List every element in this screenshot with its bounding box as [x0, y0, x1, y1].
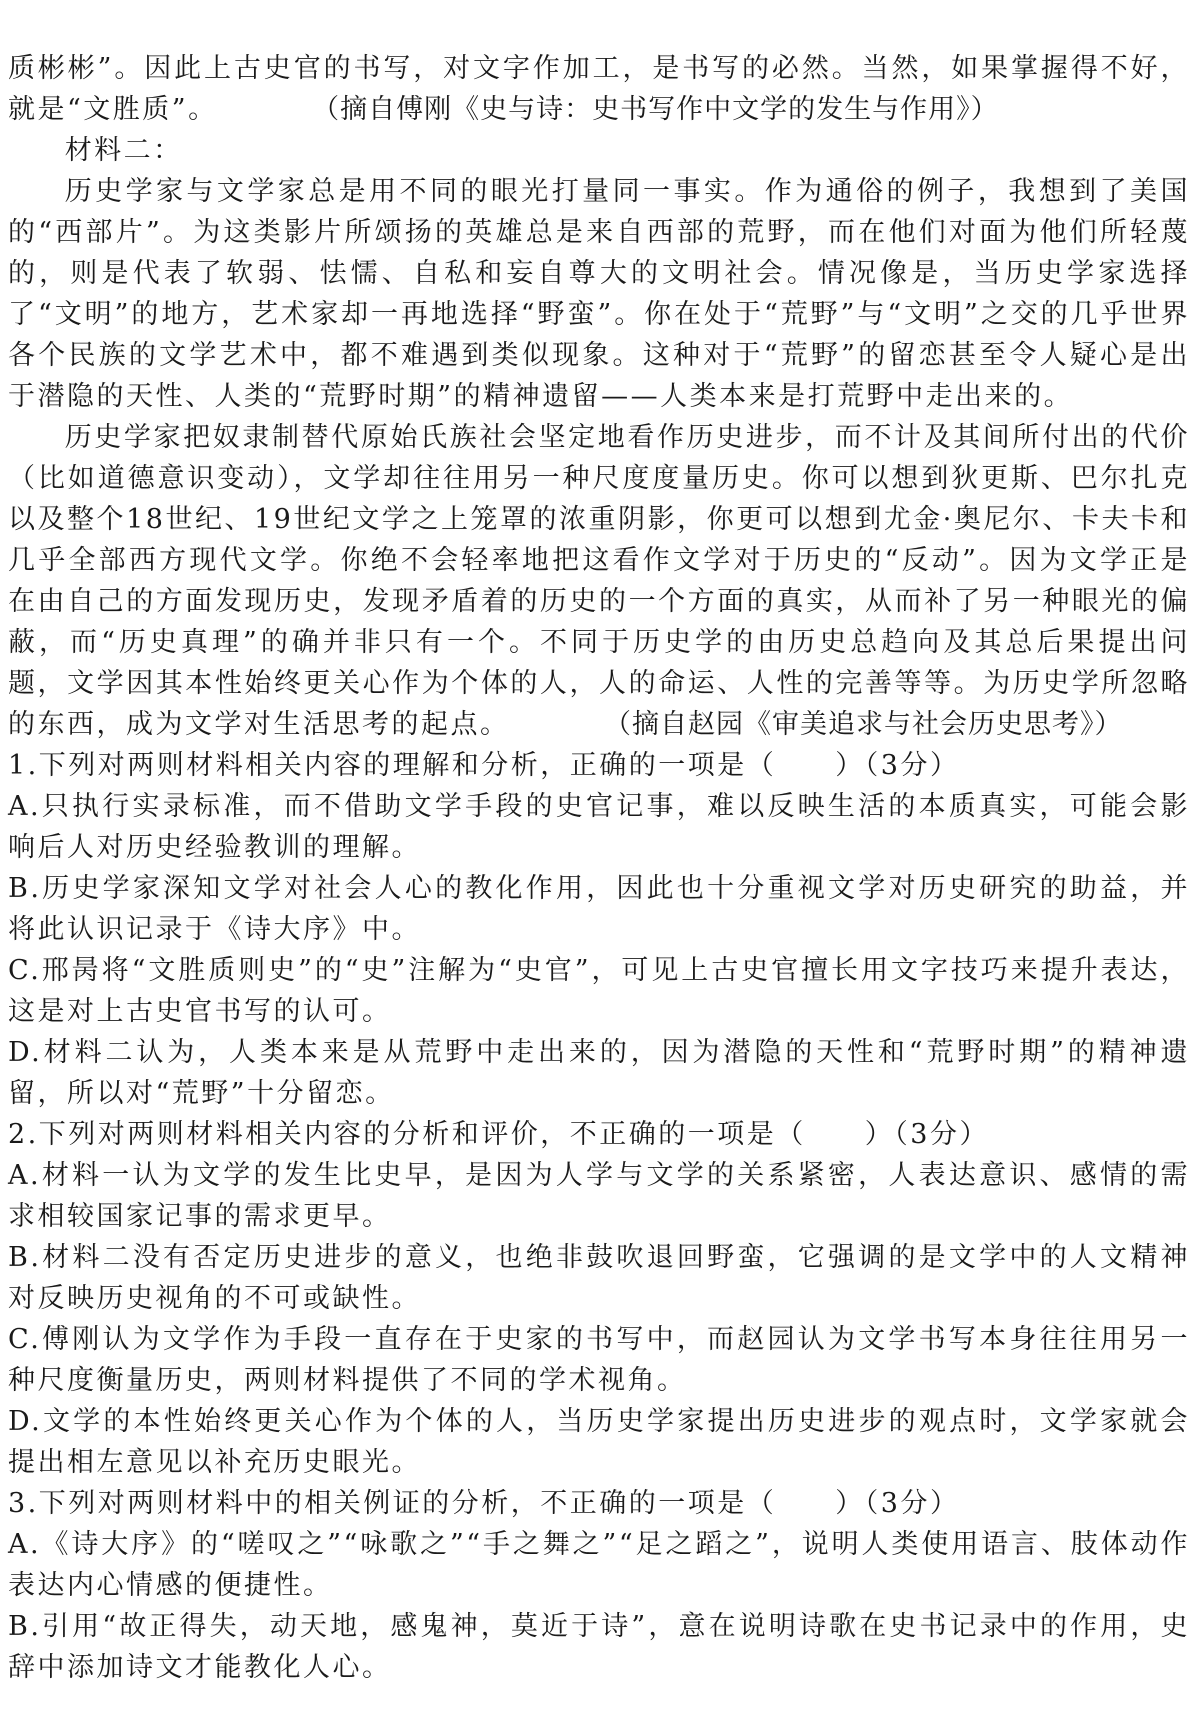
question-2 — [8, 1114, 1190, 1483]
material2-source: （摘自赵园《审美追求与社会历史思考》） — [617, 709, 1123, 740]
exam-page — [8, 48, 1190, 1688]
question-2-option-a: A.材料一认为文学的发生比史早，是因为人学与文学的关系紧密，人表达意识、感情的需求相较国家记事的需求更早。 — [8, 1160, 1190, 1232]
question-1-option-c: C.邢昺将“文胜质则史”的“史”注解为“史官”，可见上古史官擅长用文字技巧来提升表达，这是对上古史官书写的认可。 — [8, 955, 1190, 1027]
question-2-stem: 2.下列对两则材料相关内容的分析和评价，不正确的一项是（ ）（3分） — [8, 1119, 989, 1150]
material2-heading: 材料二： — [64, 135, 183, 166]
question-3 — [8, 1483, 1190, 1688]
question-3-option-a: A.《诗大序》的“嗟叹之”“咏歌之”“手之舞之”“足之蹈之”，说明人类使用语言、肢体动作表达内心情感的便捷性。 — [8, 1529, 1190, 1601]
material1-tail-text: 质彬彬”。因此上古史官的书写，对文字作加工，是书写的必然。当然，如果掌握得不好，就是“文胜质”。 — [8, 53, 1190, 125]
question-2-option-d: D.文学的本性始终更关心作为个体的人，当历史学家提出历史进步的观点时，文学家就会提出相左意见以补充历史眼光。 — [8, 1406, 1190, 1478]
question-1-stem: 1.下列对两则材料相关内容的理解和分析，正确的一项是（ ）（3分） — [8, 750, 960, 781]
material1-source: （摘自傅刚《史与诗：史书写作中文学的发生与作用》） — [325, 94, 999, 125]
material2-paragraph-1: 历史学家与文学家总是用不同的眼光打量同一事实。作为通俗的例子，我想到了美国的“西部片”。为这类影片所颂扬的英雄总是来自西部的荒野，而在他们对面为他们所轻蔑的，则是代表了软弱、怯懦、自私和妄自尊大的文明社会。情况像是，当历史学家选择了“文明”的地方，艺术家却一再地选择“野蛮”。你在处于“荒野”与“文明”之交的几乎世界各个民族的文学艺术中，都不难遇到类似现象。这种对于“荒野”的留恋甚至令人疑心是出于潜隐的天性、人类的“荒野时期”的精神遗留——人类本来是打荒野中走出来的。 — [8, 176, 1190, 412]
question-2-option-c: C.傅刚认为文学作为手段一直存在于史家的书写中，而赵园认为文学书写本身往往用另一种尺度衡量历史，两则材料提供了不同的学术视角。 — [8, 1324, 1190, 1396]
question-1-option-b: B.历史学家深知文学对社会人心的教化作用，因此也十分重视文学对历史研究的助益，并将此认识记录于《诗大序》中。 — [8, 873, 1190, 945]
question-3-stem: 3.下列对两则材料中的相关例证的分析，不正确的一项是（ ）（3分） — [8, 1488, 960, 1519]
question-1-option-a: A.只执行实录标准，而不借助文学手段的史官记事，难以反映生活的本质真实，可能会影响后人对历史经验教训的理解。 — [8, 791, 1190, 863]
question-1-option-d: D.材料二认为，人类本来是从荒野中走出来的，因为潜隐的天性和“荒野时期”的精神遗留，所以对“荒野”十分留恋。 — [8, 1037, 1190, 1109]
material2-paragraph-2 — [8, 417, 1190, 745]
material2-paragraph-2-text: 历史学家把奴隶制替代原始氏族社会坚定地看作历史进步，而不计及其间所付出的代价（比如道德意识变动），文学却往往用另一种尺度度量历史。你可以想到狄更斯、巴尔扎克以及整个18世纪、19世纪文学之上笼罩的浓重阴影，你更可以想到尤金·奥尼尔、卡夫卡和几乎全部西方现代文学。你绝不会轻率地把这看作文学对于历史的“反动”。因为文学正是在由自己的方面发现历史，发现矛盾着的历史的一个方面的真实，从而补了另一种眼光的偏蔽，而“历史真理”的确并非只有一个。不同于历史学的由历史总趋向及其总后果提出问题，文学因其本性始终更关心作为个体的人，人的命运、人性的完善等等。为历史学所忽略的东西，成为文学对生活思考的起点。 — [8, 422, 1190, 740]
question-2-option-b: B.材料二没有否定历史进步的意义，也绝非鼓吹退回野蛮，它强调的是文学中的人文精神对反映历史视角的不可或缺性。 — [8, 1242, 1190, 1314]
material1-tail — [8, 48, 1190, 130]
question-3-option-b: B.引用“故正得失，动天地，感鬼神，莫近于诗”，意在说明诗歌在史书记录中的作用，史辞中添加诗文才能教化人心。 — [8, 1611, 1190, 1683]
question-1 — [8, 745, 1190, 1114]
